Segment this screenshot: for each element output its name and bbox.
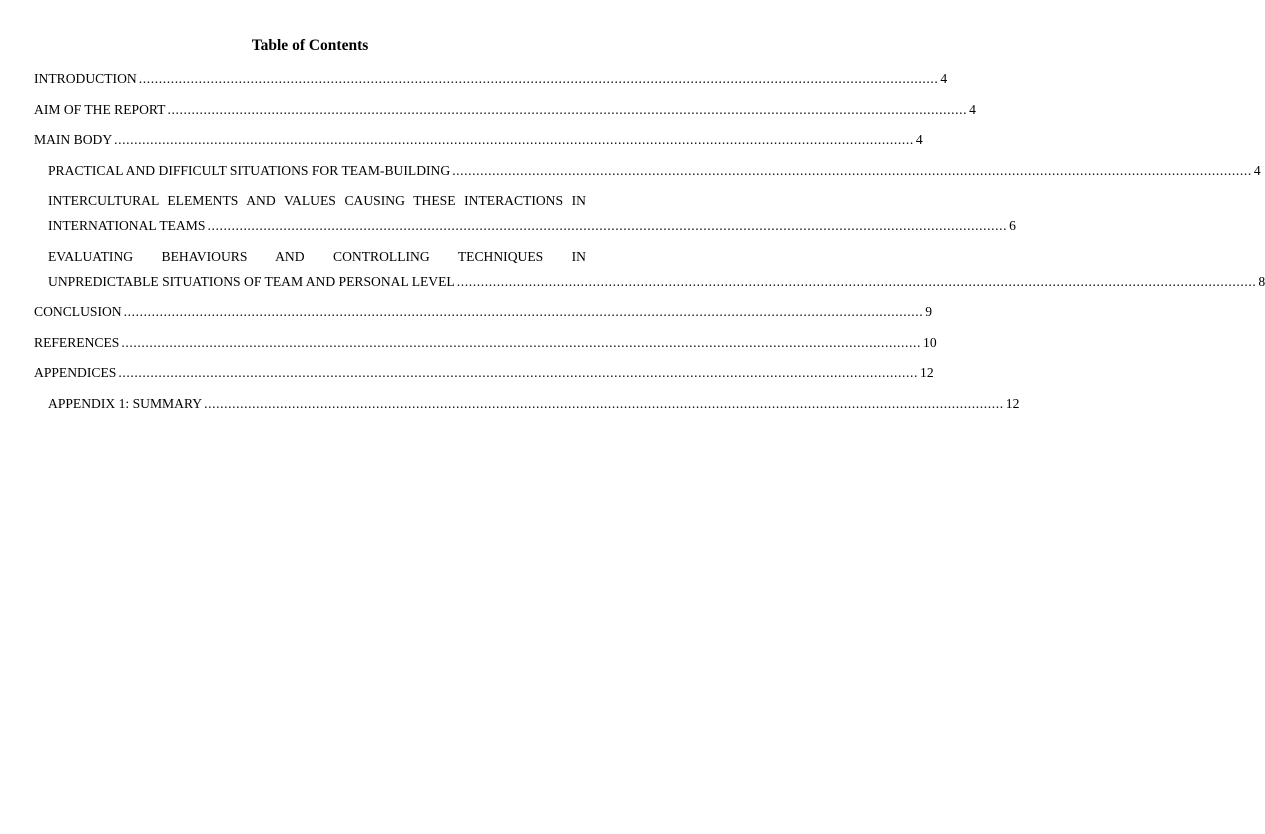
toc-entry-references[interactable] <box>34 330 937 355</box>
toc-entry-page: 4 <box>969 101 976 117</box>
dot-leader: ........................................................................................................................................................................................................ <box>114 132 914 147</box>
toc-entry-page: 10 <box>923 334 937 350</box>
toc-entry-label: UNPREDICTABLE SITUATIONS OF TEAM AND PERSONAL LEVEL <box>48 273 455 289</box>
toc-entry-conclusion[interactable] <box>34 299 933 324</box>
dot-leader: ........................................................................................................................................................................................................ <box>138 71 939 86</box>
dot-leader: ........................................................................................................................................................................................................ <box>204 395 1004 411</box>
toc-entry-page: 8 <box>1258 273 1265 289</box>
toc-entry-page: 4 <box>915 132 923 147</box>
toc-entry-practical-situations[interactable] <box>34 158 1261 183</box>
toc-list <box>34 66 1265 421</box>
toc-entry-appendices[interactable] <box>34 360 934 385</box>
toc-entry-intercultural-elements[interactable] <box>34 188 1016 238</box>
toc-entry-main-body[interactable] <box>34 127 923 152</box>
dot-leader: ........................................................................................................................................................................................................ <box>121 334 922 350</box>
dot-leader: ........................................................................................................................................................................................................ <box>456 273 1257 289</box>
toc-entry-appendix-1[interactable] <box>34 391 1020 416</box>
toc-entry-label-line1: INTERCULTURAL ELEMENTS AND VALUES CAUSING THESE INTERACTIONS IN <box>48 193 586 208</box>
dot-leader: ........................................................................................................................................................................................................ <box>118 365 919 380</box>
toc-entry-aim[interactable] <box>34 97 976 122</box>
dot-leader: ........................................................................................................................................................................................................ <box>123 304 924 319</box>
toc-entry-introduction[interactable] <box>34 66 948 91</box>
toc-entry-page: 12 <box>1005 395 1020 411</box>
toc-entry-label: AIM OF THE REPORT <box>34 101 166 117</box>
toc-entry-label-line1: EVALUATING BEHAVIOURS AND CONTROLLING TECHNIQUES IN <box>48 248 586 264</box>
toc-entry-label: PRACTICAL AND DIFFICULT SITUATIONS FOR TEAM-BUILDING <box>48 162 451 178</box>
toc-entry-label: MAIN BODY <box>34 132 113 147</box>
toc-title: Table of Contents <box>251 37 369 54</box>
toc-entry-label: APPENDICES <box>34 365 117 380</box>
toc-entry-page: 4 <box>940 71 948 86</box>
toc-entry-label: REFERENCES <box>34 334 120 350</box>
toc-entry-label: INTERNATIONAL TEAMS <box>48 218 206 233</box>
toc-entry-label: CONCLUSION <box>34 304 122 319</box>
toc-entry-page: 4 <box>1253 162 1261 178</box>
toc-entry-label: APPENDIX 1: SUMMARY <box>48 395 203 411</box>
dot-leader: ........................................................................................................................................................................................................ <box>452 162 1252 178</box>
toc-entry-page: 12 <box>920 365 934 380</box>
toc-entry-evaluating-behaviours[interactable] <box>34 244 1265 294</box>
dot-leader: ........................................................................................................................................................................................................ <box>167 101 968 117</box>
toc-entry-label: INTRODUCTION <box>34 71 137 86</box>
dot-leader: ........................................................................................................................................................................................................ <box>207 218 1008 233</box>
toc-entry-page: 9 <box>925 304 933 319</box>
toc-entry-page: 6 <box>1009 218 1016 233</box>
